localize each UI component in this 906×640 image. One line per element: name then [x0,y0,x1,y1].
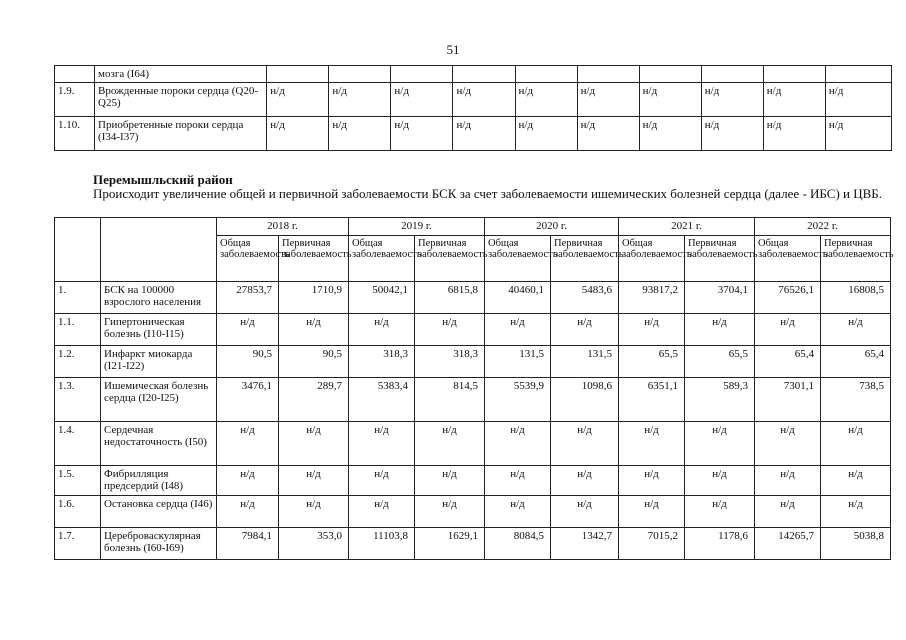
table-cell: 131,5 [485,346,551,378]
table-row [55,378,891,422]
table-cell: н/д [415,496,485,528]
table-row [55,466,891,496]
row-name: Врожденные пороки сердца (Q20-Q25) [95,83,267,117]
row-number: 1.4. [55,422,101,466]
table-cell: н/д [619,422,685,466]
table-cell: н/д [485,496,551,528]
table-cell: н/д [821,466,891,496]
table-cell: 5038,8 [821,528,891,560]
table-cell: н/д [639,83,701,117]
table-row [55,117,892,151]
table-cell: н/д [551,422,619,466]
table-cell: н/д [349,422,415,466]
table-cell: н/д [267,117,329,151]
table-cell: 65,4 [821,346,891,378]
main-table [54,217,894,560]
table-cell: 90,5 [279,346,349,378]
table-cell: 318,3 [349,346,415,378]
subheader-total: Общая заболеваемость [485,236,551,282]
subheader-total: Общая заболеваемость [755,236,821,282]
table-cell: н/д [755,496,821,528]
table-cell: 814,5 [415,378,485,422]
table-cell: н/д [279,496,349,528]
row-number: 1.10. [55,117,95,151]
table-cell: 318,3 [415,346,485,378]
section-heading: Перемышльский район [93,172,233,187]
table-cell: 7984,1 [217,528,279,560]
table-cell: 76526,1 [755,282,821,314]
header-empty-num [55,218,101,282]
row-number: 1.3. [55,378,101,422]
table-cell: 353,0 [279,528,349,560]
subheader-total: Общая заболеваемость [217,236,279,282]
row-number: 1.5. [55,466,101,496]
row-name: Цереброваскулярная болезнь (I60-I69) [101,528,217,560]
table-cell: н/д [701,117,763,151]
table-cell: 11103,8 [349,528,415,560]
table-cell: н/д [821,314,891,346]
header-empty-name [101,218,217,282]
table-cell: н/д [763,83,825,117]
table-cell: н/д [279,314,349,346]
subheader-primary: Первичная заболеваемость [551,236,619,282]
subheader-primary: Первичная заболеваемость [685,236,755,282]
row-number: 1.7. [55,528,101,560]
table-cell: н/д [685,496,755,528]
table-cell: н/д [763,117,825,151]
table-cell: 1342,7 [551,528,619,560]
table-cell: 1178,6 [685,528,755,560]
year-header: 2021 г. [619,218,755,236]
table-cell: н/д [755,422,821,466]
row-number: 1.1. [55,314,101,346]
top-table [54,65,892,151]
table-cell: н/д [279,422,349,466]
table-row [55,314,891,346]
table-cell: н/д [415,314,485,346]
table-cell: н/д [619,496,685,528]
table-cell: н/д [349,466,415,496]
table-cell: н/д [755,466,821,496]
table-cell: 93817,2 [619,282,685,314]
subheader-total: Общая заболеваемость [619,236,685,282]
table-cell: 65,4 [755,346,821,378]
subheader-total: Общая заболеваемость [349,236,415,282]
table-cell: н/д [551,496,619,528]
row-name: мозга (I64) [95,66,267,83]
year-header: 2019 г. [349,218,485,236]
table-cell: 40460,1 [485,282,551,314]
table-cell: 131,5 [551,346,619,378]
table-cell: н/д [577,83,639,117]
row-name: Остановка сердца (I46) [101,496,217,528]
table-cell: н/д [485,314,551,346]
table-cell: н/д [217,496,279,528]
table-cell: 16808,5 [821,282,891,314]
table-cell: н/д [453,83,515,117]
table-cell: н/д [485,422,551,466]
table-cell: н/д [639,117,701,151]
table-cell: н/д [619,314,685,346]
table-cell: 65,5 [685,346,755,378]
table-cell: 27853,7 [217,282,279,314]
table-cell [825,66,891,83]
table-cell: н/д [391,117,453,151]
table-cell: н/д [821,496,891,528]
row-number: 1. [55,282,101,314]
table-cell: н/д [453,117,515,151]
section-paragraph: Происходит увеличение общей и первичной заболеваемости БСК за счет заболеваемости ишемических болезней сердца (далее - ИБС) и ЦВБ. [93,186,883,201]
table-cell: н/д [685,422,755,466]
table-row [55,346,891,378]
table-cell: 7301,1 [755,378,821,422]
row-name: БСК на 100000 взрослого населения [101,282,217,314]
table-row [55,528,891,560]
table-cell [701,66,763,83]
row-number [55,66,95,83]
table-cell [453,66,515,83]
table-cell: 7015,2 [619,528,685,560]
table-cell: н/д [217,466,279,496]
row-name: Приобретенные пороки сердца (I34-I37) [95,117,267,151]
table-row [55,282,891,314]
table-cell: 589,3 [685,378,755,422]
table-row [55,496,891,528]
table-cell: н/д [415,466,485,496]
table-cell: 738,5 [821,378,891,422]
table-cell: н/д [825,83,891,117]
row-name: Сердечная недостаточность (I50) [101,422,217,466]
row-name: Фибрилляция предсердий (I48) [101,466,217,496]
row-name: Инфаркт миокарда (I21-I22) [101,346,217,378]
table-cell: 289,7 [279,378,349,422]
year-header: 2018 г. [217,218,349,236]
table-row [55,66,892,83]
year-header: 2022 г. [755,218,891,236]
table-cell: н/д [415,422,485,466]
table-cell: 3704,1 [685,282,755,314]
table-cell: н/д [515,117,577,151]
subheader-primary: Первичная заболеваемость [821,236,891,282]
table-cell: н/д [551,314,619,346]
table-cell: н/д [267,83,329,117]
table-cell: 50042,1 [349,282,415,314]
table-cell: 3476,1 [217,378,279,422]
table-cell: 14265,7 [755,528,821,560]
table-cell: н/д [391,83,453,117]
top-table-body [55,66,892,151]
table-cell: н/д [577,117,639,151]
row-name: Гипертоническая болезнь (I10-I15) [101,314,217,346]
row-name: Ишемическая болезнь сердца (I20-I25) [101,378,217,422]
table-cell: н/д [685,314,755,346]
table-cell: 5383,4 [349,378,415,422]
table-cell: н/д [619,466,685,496]
table-row [55,83,892,117]
table-cell: н/д [329,83,391,117]
row-number: 1.9. [55,83,95,117]
table-cell: н/д [217,314,279,346]
table-cell [515,66,577,83]
table-cell: н/д [685,466,755,496]
year-header: 2020 г. [485,218,619,236]
table-cell: н/д [821,422,891,466]
table-cell: 6815,8 [415,282,485,314]
row-number: 1.2. [55,346,101,378]
table-cell: 5539,9 [485,378,551,422]
row-number: 1.6. [55,496,101,528]
table-cell: н/д [755,314,821,346]
table-cell [267,66,329,83]
table-cell: н/д [701,83,763,117]
table-cell: н/д [349,314,415,346]
table-cell: н/д [329,117,391,151]
table-cell [639,66,701,83]
table-cell: н/д [515,83,577,117]
table-cell: 6351,1 [619,378,685,422]
table-cell: н/д [551,466,619,496]
table-row [55,422,891,466]
table-cell: 8084,5 [485,528,551,560]
table-cell: 1629,1 [415,528,485,560]
table-cell [763,66,825,83]
page-number: 51 [446,42,460,57]
table-cell [577,66,639,83]
table-cell: 1710,9 [279,282,349,314]
table-cell: 90,5 [217,346,279,378]
table-cell: н/д [825,117,891,151]
subheader-primary: Первичная заболеваемость [415,236,485,282]
table-cell: 65,5 [619,346,685,378]
main-table-body [55,282,891,560]
table-cell: н/д [279,466,349,496]
table-cell [391,66,453,83]
table-cell: н/д [485,466,551,496]
subheader-primary: Первичная заболеваемость [279,236,349,282]
table-cell [329,66,391,83]
table-cell: н/д [217,422,279,466]
table-cell: 5483,6 [551,282,619,314]
table-cell: 1098,6 [551,378,619,422]
main-table-header [55,218,894,282]
table-cell: н/д [349,496,415,528]
year-header-row [55,218,891,236]
